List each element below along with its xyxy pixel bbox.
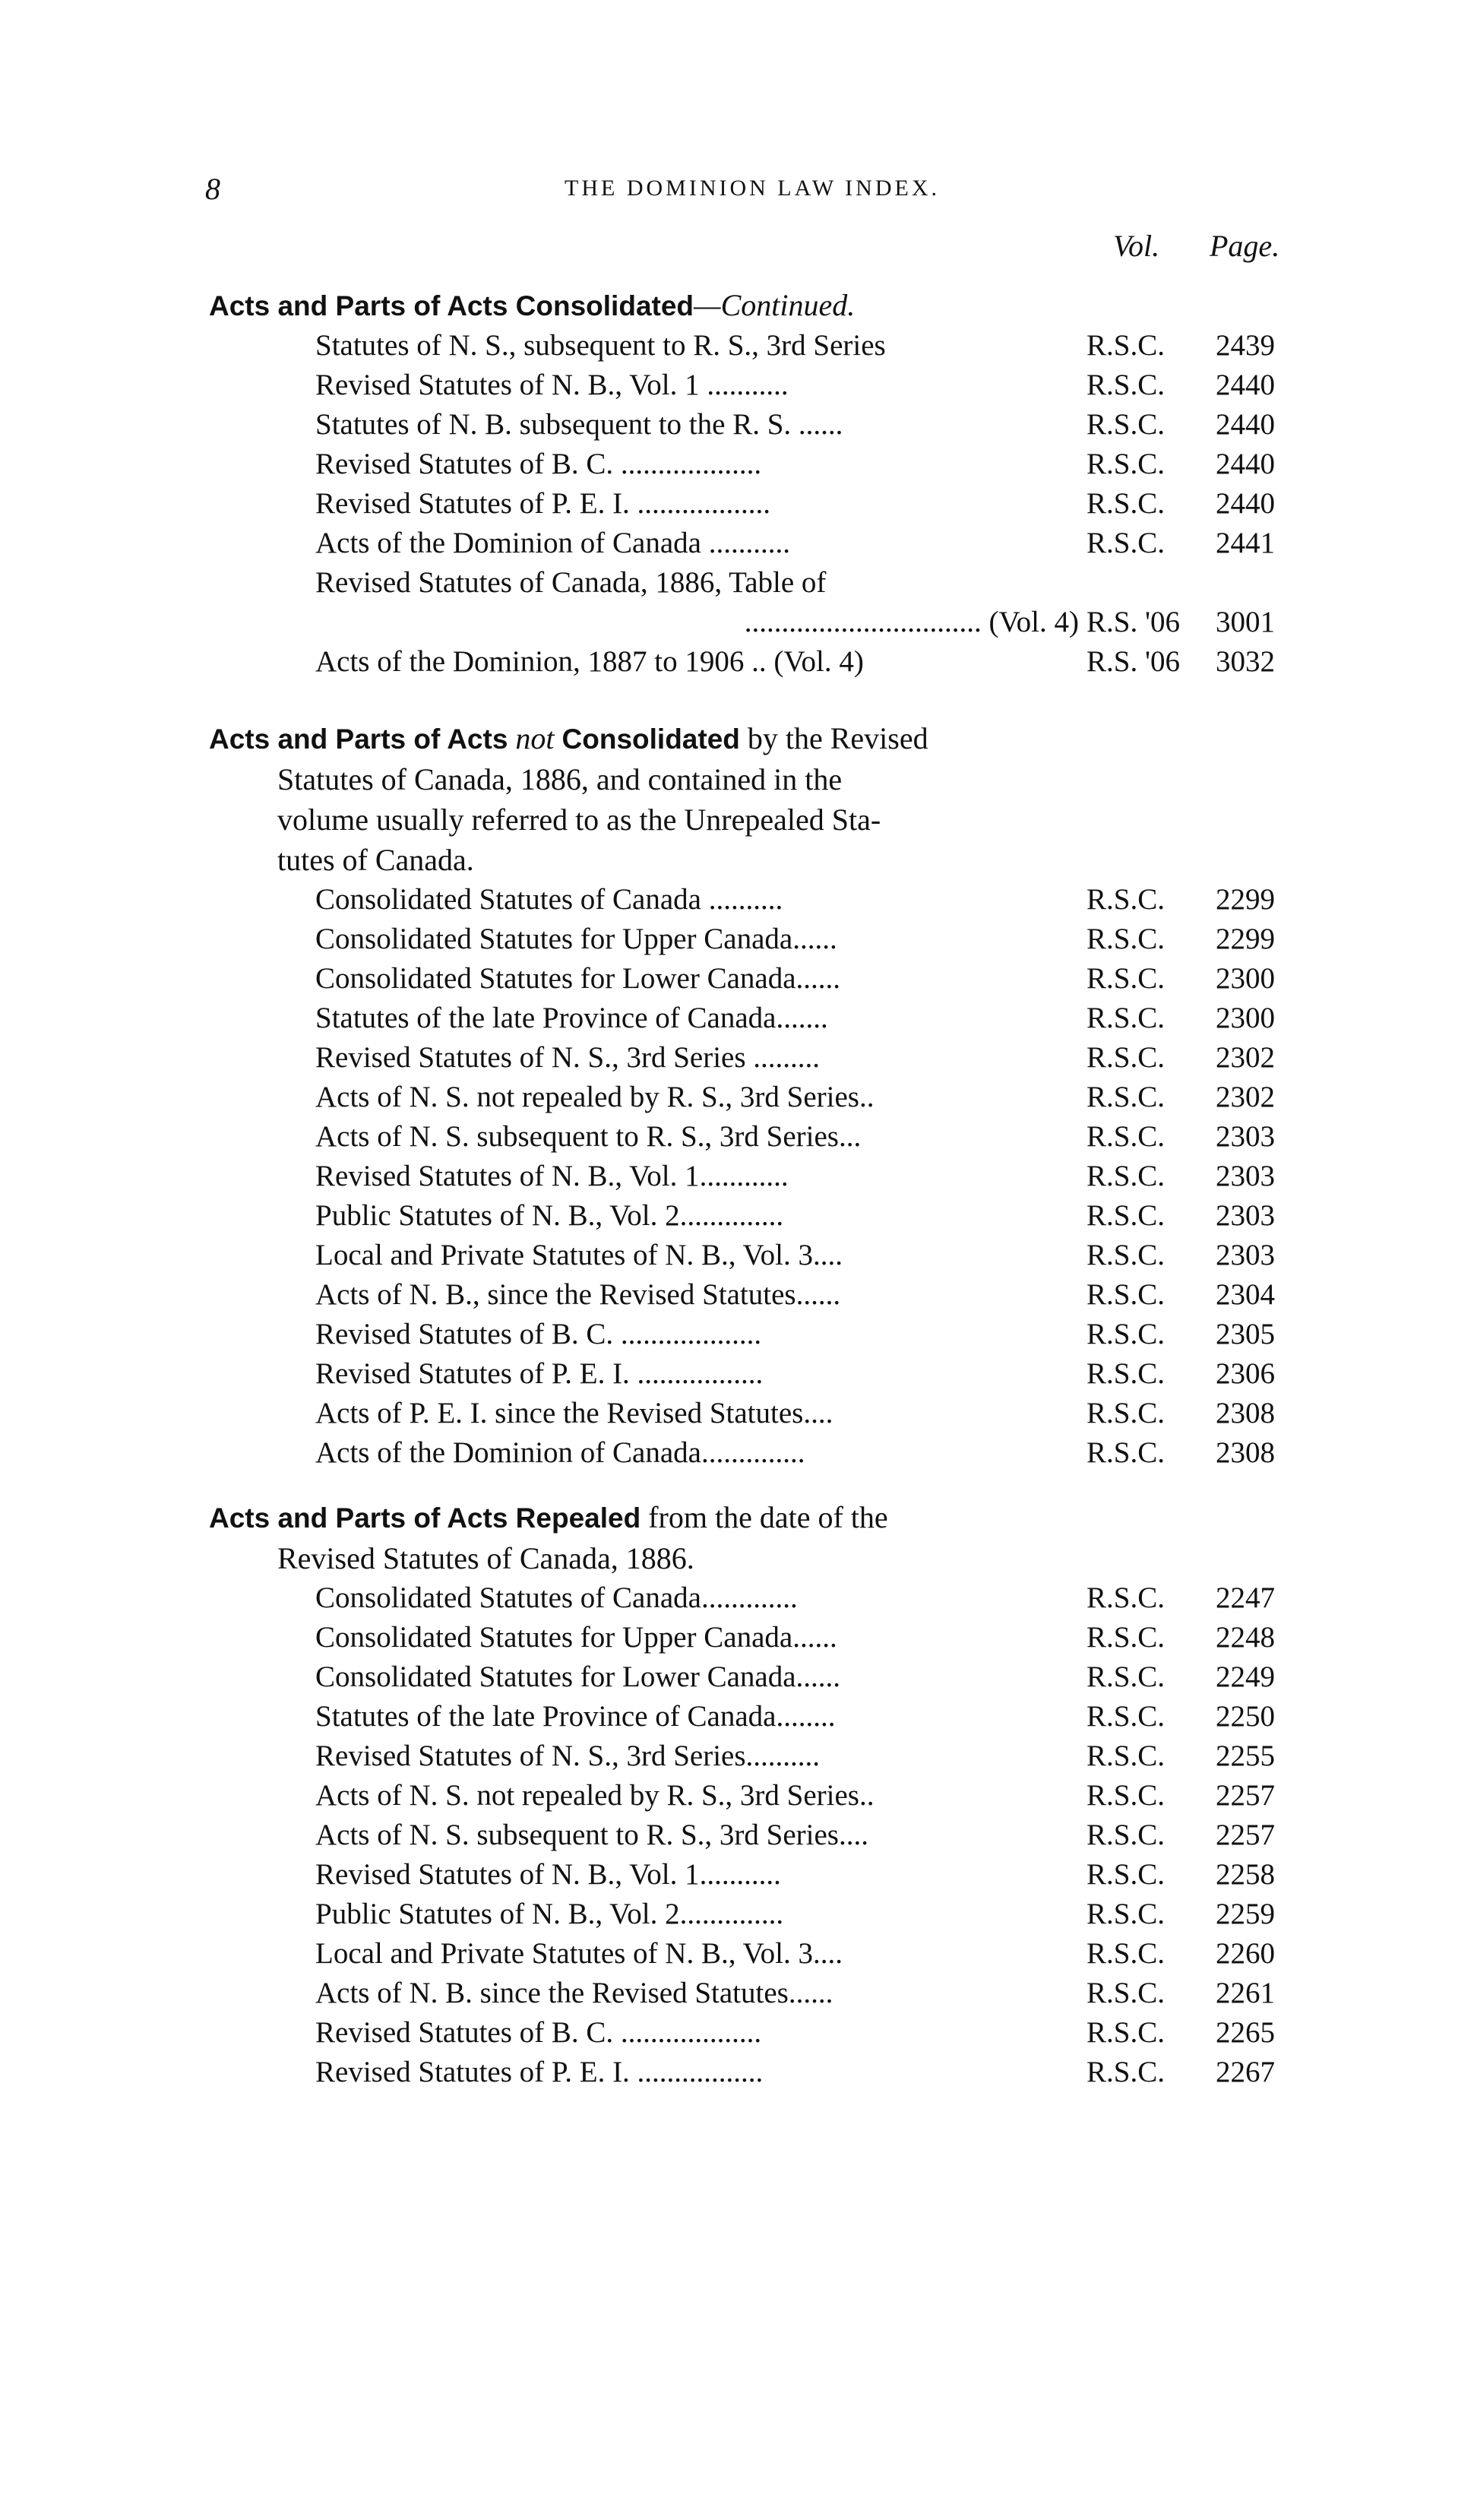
index-entry [209,563,1295,642]
index-entry [209,1078,1295,1117]
entry-volume: R.S.C. [1087,1779,1165,1812]
index-entry [209,366,1295,405]
section-heading: Acts and Parts of Acts Repealed from the date of the [209,1500,888,1534]
entry-title-continued: ................................ (Vol. 4) [744,606,1079,638]
index-entry [209,1196,1295,1236]
entry-page: 2300 [1216,1002,1275,1034]
entry-page: 2303 [1216,1239,1275,1271]
entry-title: Revised Statutes of P. E. I. ................. [315,1357,764,1390]
entry-title: Statutes of the late Province of Canada....... [315,1002,828,1034]
entry-volume: R.S.C. [1087,1002,1165,1034]
entry-page: 2299 [1216,883,1275,916]
index-entry [209,484,1295,524]
entry-page: 2248 [1216,1621,1275,1654]
entry-page: 2265 [1216,2016,1275,2049]
entry-page: 3032 [1216,645,1275,678]
entry-page: 2440 [1216,487,1275,520]
entry-title: Consolidated Statutes for Lower Canada...... [315,1660,841,1693]
entry-title: Revised Statutes of N. B., Vol. 1........... [315,1858,781,1891]
entry-volume: R.S.C. [1087,1977,1165,2009]
entry-volume: R.S.C. [1087,1239,1165,1271]
entry-title: Consolidated Statutes of Canada............. [315,1581,798,1614]
entry-title: Revised Statutes of P. E. I. .................. [315,487,771,520]
entry-page: 2441 [1216,527,1275,559]
entry-volume: R.S. '06 [1087,645,1180,678]
entry-title: Consolidated Statutes for Upper Canada...... [315,923,837,955]
entry-page: 2258 [1216,1858,1275,1891]
entry-page: 2439 [1216,329,1275,362]
index-entry [209,1117,1295,1157]
entry-volume: R.S.C. [1087,1120,1165,1153]
index-entry [209,1394,1295,1433]
running-head: THE DOMINION LAW INDEX. [565,176,940,201]
entry-volume: R.S.C. [1087,923,1165,955]
entry-volume: R.S.C. [1087,1858,1165,1891]
entry-page: 2299 [1216,923,1275,955]
section-heading-line: volume usually referred to as the Unrepealed Sta- [277,803,881,837]
index-entry [209,405,1295,445]
entry-volume: R.S. '06 [1087,606,1180,638]
entry-page: 2303 [1216,1120,1275,1153]
entry-title: Revised Statutes of N. B., Vol. 1............ [315,1160,789,1192]
index-entry [209,2013,1295,2053]
entry-title: Consolidated Statutes for Upper Canada...... [315,1621,837,1654]
entry-title: Revised Statutes of B. C. ................... [315,1318,762,1350]
index-entry [209,1736,1295,1776]
index-entry [209,1855,1295,1895]
index-entry [209,445,1295,484]
index-entry [209,1157,1295,1196]
entry-volume: R.S.C. [1087,1199,1165,1232]
entry-page: 2249 [1216,1660,1275,1693]
entry-title: Local and Private Statutes of N. B., Vol. 3.... [315,1937,843,1970]
entry-page: 2303 [1216,1160,1275,1192]
entry-page: 2257 [1216,1779,1275,1812]
entry-page: 2247 [1216,1581,1275,1614]
entry-volume: R.S.C. [1087,962,1165,995]
entry-volume: R.S.C. [1087,408,1165,441]
entry-page: 2305 [1216,1318,1275,1350]
index-entry [209,1354,1295,1394]
index-entry [209,1816,1295,1855]
entry-title: Revised Statutes of N. S., 3rd Series.......... [315,1740,821,1772]
entry-title: Revised Statutes of B. C. ................... [315,448,762,480]
column-header-page: Page. [1210,229,1280,263]
entry-volume: R.S.C. [1087,1397,1165,1429]
entry-volume: R.S.C. [1087,1278,1165,1311]
index-entry [209,920,1295,959]
index-entry [209,1697,1295,1736]
index-entry [209,2053,1295,2092]
entry-volume: R.S.C. [1087,1660,1165,1693]
entry-title: Consolidated Statutes for Lower Canada...... [315,962,841,995]
entry-volume: R.S.C. [1087,1436,1165,1469]
entry-title: Revised Statutes of P. E. I. ................. [315,2056,764,2088]
entry-page: 2304 [1216,1278,1275,1311]
section-heading: Acts and Parts of Acts Consolidated—Continued. [209,288,856,322]
index-entry [209,999,1295,1038]
entry-page: 3001 [1216,606,1275,638]
entry-title: Public Statutes of N. B., Vol. 2.............. [315,1898,784,1930]
entry-page: 2302 [1216,1041,1275,1074]
index-entry [209,1315,1295,1354]
section-heading-line: Statutes of Canada, 1886, and contained in the [277,762,843,796]
entry-title: Acts of N. S. not repealed by R. S., 3rd Series.. [315,1081,875,1113]
entry-volume: R.S.C. [1087,527,1165,559]
entry-page: 2261 [1216,1977,1275,2009]
entry-title: Revised Statutes of B. C. ................... [315,2016,762,2049]
index-entry [209,880,1295,920]
index-entry [209,642,1295,682]
entry-page: 2300 [1216,962,1275,995]
index-entry [209,1618,1295,1657]
entry-list [209,326,1295,682]
entry-title: Acts of N. B. since the Revised Statutes...... [315,1977,833,2009]
index-entry [209,326,1295,366]
entry-volume: R.S.C. [1087,1357,1165,1390]
entry-page: 2255 [1216,1740,1275,1772]
entry-title: Statutes of the late Province of Canada........ [315,1700,836,1733]
entry-volume: R.S.C. [1087,2016,1165,2049]
entry-page: 2308 [1216,1436,1275,1469]
entry-title: Public Statutes of N. B., Vol. 2.............. [315,1199,784,1232]
section-not-consolidated [209,718,1295,1473]
index-entry [209,1934,1295,1974]
entry-volume: R.S.C. [1087,1160,1165,1192]
entry-volume: R.S.C. [1087,1700,1165,1733]
entry-title: Consolidated Statutes of Canada .......... [315,883,783,916]
entry-page: 2308 [1216,1397,1275,1429]
entry-volume: R.S.C. [1087,329,1165,362]
entry-page: 2440 [1216,369,1275,401]
entry-title: Acts of N. B., since the Revised Statutes...... [315,1278,841,1311]
entry-title: Acts of the Dominion, 1887 to 1906 .. (Vol. 4) [315,645,864,678]
entry-page: 2250 [1216,1700,1275,1733]
page-header [205,171,1299,209]
index-entry [209,1433,1295,1473]
entry-title: Revised Statutes of Canada, 1886, Table of [315,566,827,599]
entry-volume: R.S.C. [1087,1581,1165,1614]
entry-title: Statutes of N. B. subsequent to the R. S. ...... [315,408,843,441]
entry-title: Revised Statutes of N. B., Vol. 1 ........... [315,369,789,401]
entry-volume: R.S.C. [1087,2056,1165,2088]
entry-title: Acts of N. S. not repealed by R. S., 3rd Series.. [315,1779,875,1812]
entry-list [209,880,1295,1473]
entry-page: 2260 [1216,1937,1275,1970]
entry-page: 2259 [1216,1898,1275,1930]
entry-page: 2257 [1216,1819,1275,1851]
entry-volume: R.S.C. [1087,1621,1165,1654]
page-number: 8 [205,172,220,206]
entry-title: Acts of N. S. subsequent to R. S., 3rd Series... [315,1120,862,1153]
entry-title: Acts of the Dominion of Canada.............. [315,1436,805,1469]
entry-title: Revised Statutes of N. S., 3rd Series ......... [315,1041,821,1074]
index-entry [209,1776,1295,1816]
entry-volume: R.S.C. [1087,1740,1165,1772]
index-entry [209,1895,1295,1934]
entry-title: Acts of N. S. subsequent to R. S., 3rd Series.... [315,1819,868,1851]
entry-list [209,1578,1295,2092]
index-entry [209,1974,1295,2013]
index-entry [209,1038,1295,1078]
index-entry [209,1275,1295,1315]
column-header-vol: Vol. [1113,229,1160,263]
section-consolidated [209,285,1295,682]
entry-volume: R.S.C. [1087,1819,1165,1851]
entry-title: Acts of P. E. I. since the Revised Statutes.... [315,1397,833,1429]
entry-volume: R.S.C. [1087,1937,1165,1970]
entry-page: 2267 [1216,2056,1275,2088]
section-repealed [209,1497,1295,2092]
entry-page: 2306 [1216,1357,1275,1390]
entry-volume: R.S.C. [1087,1081,1165,1113]
entry-volume: R.S.C. [1087,1041,1165,1074]
entry-volume: R.S.C. [1087,1318,1165,1350]
entry-volume: R.S.C. [1087,883,1165,916]
section-heading-line: Revised Statutes of Canada, 1886. [277,1541,694,1575]
entry-volume: R.S.C. [1087,448,1165,480]
entry-title: Acts of the Dominion of Canada ........... [315,527,790,559]
entry-page: 2440 [1216,448,1275,480]
entry-page: 2440 [1216,408,1275,441]
index-entry [209,524,1295,563]
entry-volume: R.S.C. [1087,1898,1165,1930]
section-heading-line: tutes of Canada. [277,843,474,877]
section-heading: Acts and Parts of Acts not Consolidated by the Revised [209,721,928,755]
entry-page: 2303 [1216,1199,1275,1232]
entry-volume: R.S.C. [1087,369,1165,401]
entry-title: Statutes of N. S., subsequent to R. S., 3rd Series [315,329,886,362]
entry-title: Local and Private Statutes of N. B., Vol. 3.... [315,1239,843,1271]
entry-page: 2302 [1216,1081,1275,1113]
entry-volume: R.S.C. [1087,487,1165,520]
index-entry [209,1236,1295,1275]
index-entry [209,959,1295,999]
index-entry [209,1578,1295,1618]
index-entry [209,1657,1295,1697]
